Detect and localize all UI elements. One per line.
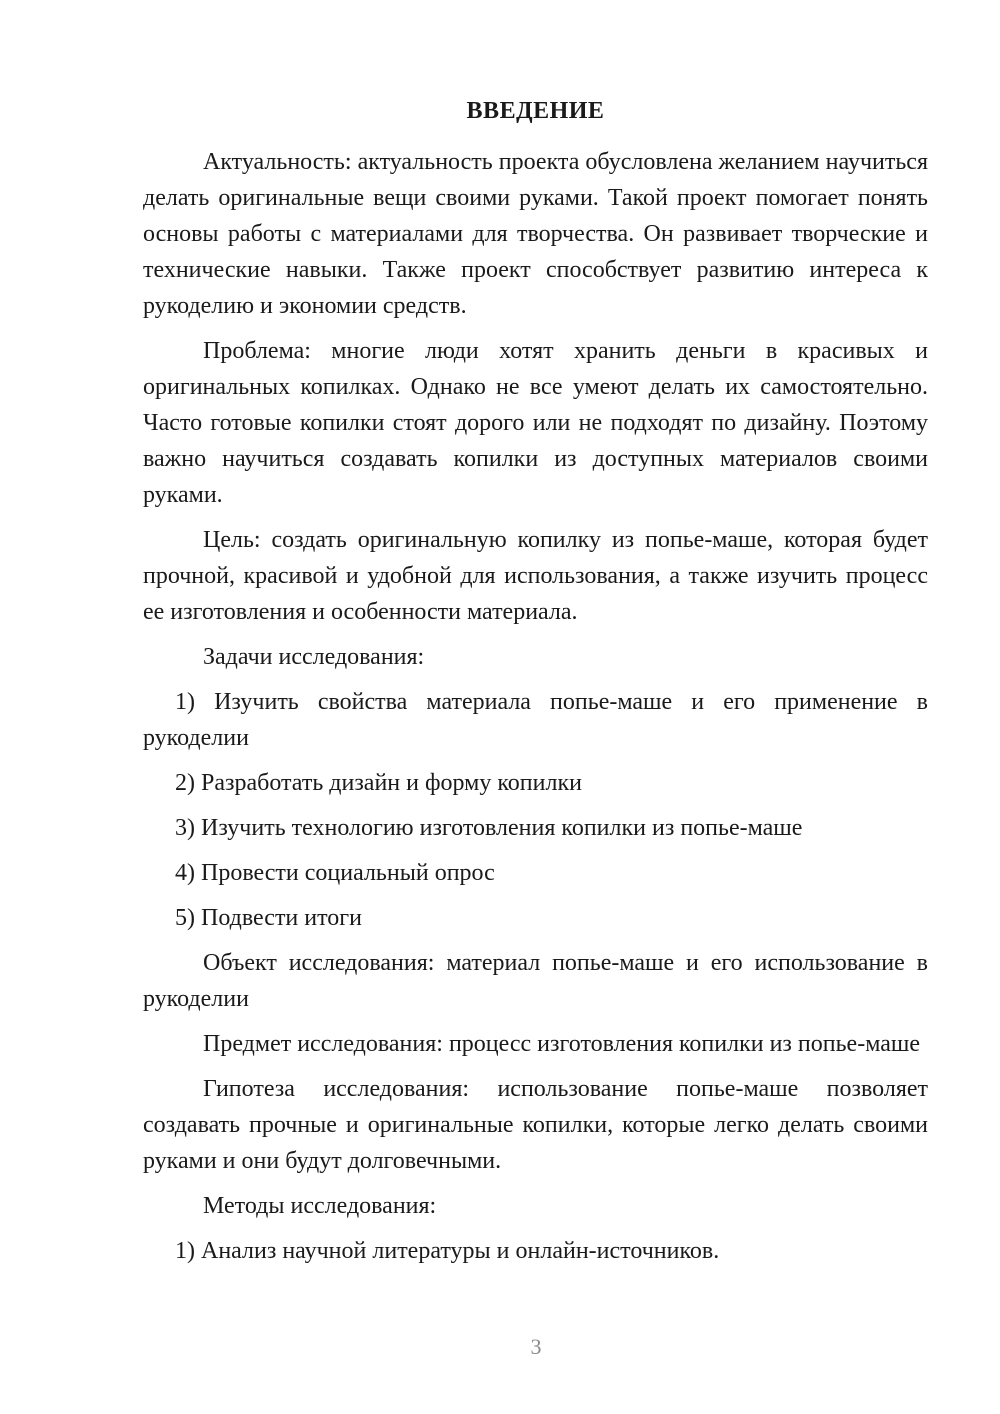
method-item: 1) Анализ научной литературы и онлайн-источников. (175, 1238, 720, 1264)
tasks-label: Задачи исследования: (203, 644, 425, 670)
task-item: 4) Провести социальный опрос (175, 860, 495, 886)
page-number: 3 (530, 1334, 542, 1359)
methods-label: Методы исследования: (203, 1193, 437, 1219)
paragraph-hypothesis: Гипотеза исследования: использование попье-маше позволяет создавать прочные и оригинальные копилки, которые легко делать своими руками и они будут долговечными. (143, 1076, 928, 1174)
section-heading: ВВЕДЕНИЕ (466, 98, 605, 124)
paragraph-object: Объект исследования: материал попье-маше и его использование в рукоделии (143, 950, 928, 1012)
paragraph-relevance: Актуальность: актуальность проекта обусловлена желанием научиться делать оригинальные вещи своими руками. Такой проект помогает понять основы работы с материалами для творчества. Он развивает творческие и технические навыки. Также проект способствует развитию интереса к рукоделию и экономии средств. (143, 149, 928, 319)
task-item: 1) Изучить свойства материала попье-маше и его применение в рукоделии (143, 689, 928, 751)
paragraph-goal: Цель: создать оригинальную копилку из попье-маше, которая будет прочной, красивой и удобной для использования, а также изучить процесс ее изготовления и особенности материала. (143, 527, 928, 625)
paragraph-problem: Проблема: многие люди хотят хранить деньги в красивых и оригинальных копилках. Однако не все умеют делать их самостоятельно. Часто готовые копилки стоят дорого или не подходят по дизайну. Поэтому важно научиться создавать копилки из доступных материалов своими руками. (143, 338, 928, 508)
task-item: 3) Изучить технологию изготовления копилки из попье-маше (175, 815, 803, 841)
paragraph-subject: Предмет исследования: процесс изготовления копилки из попье-маше (203, 1031, 920, 1057)
task-item: 2) Разработать дизайн и форму копилки (175, 770, 582, 796)
task-item: 5) Подвести итоги (175, 905, 362, 931)
page-content (143, 96, 928, 1278)
